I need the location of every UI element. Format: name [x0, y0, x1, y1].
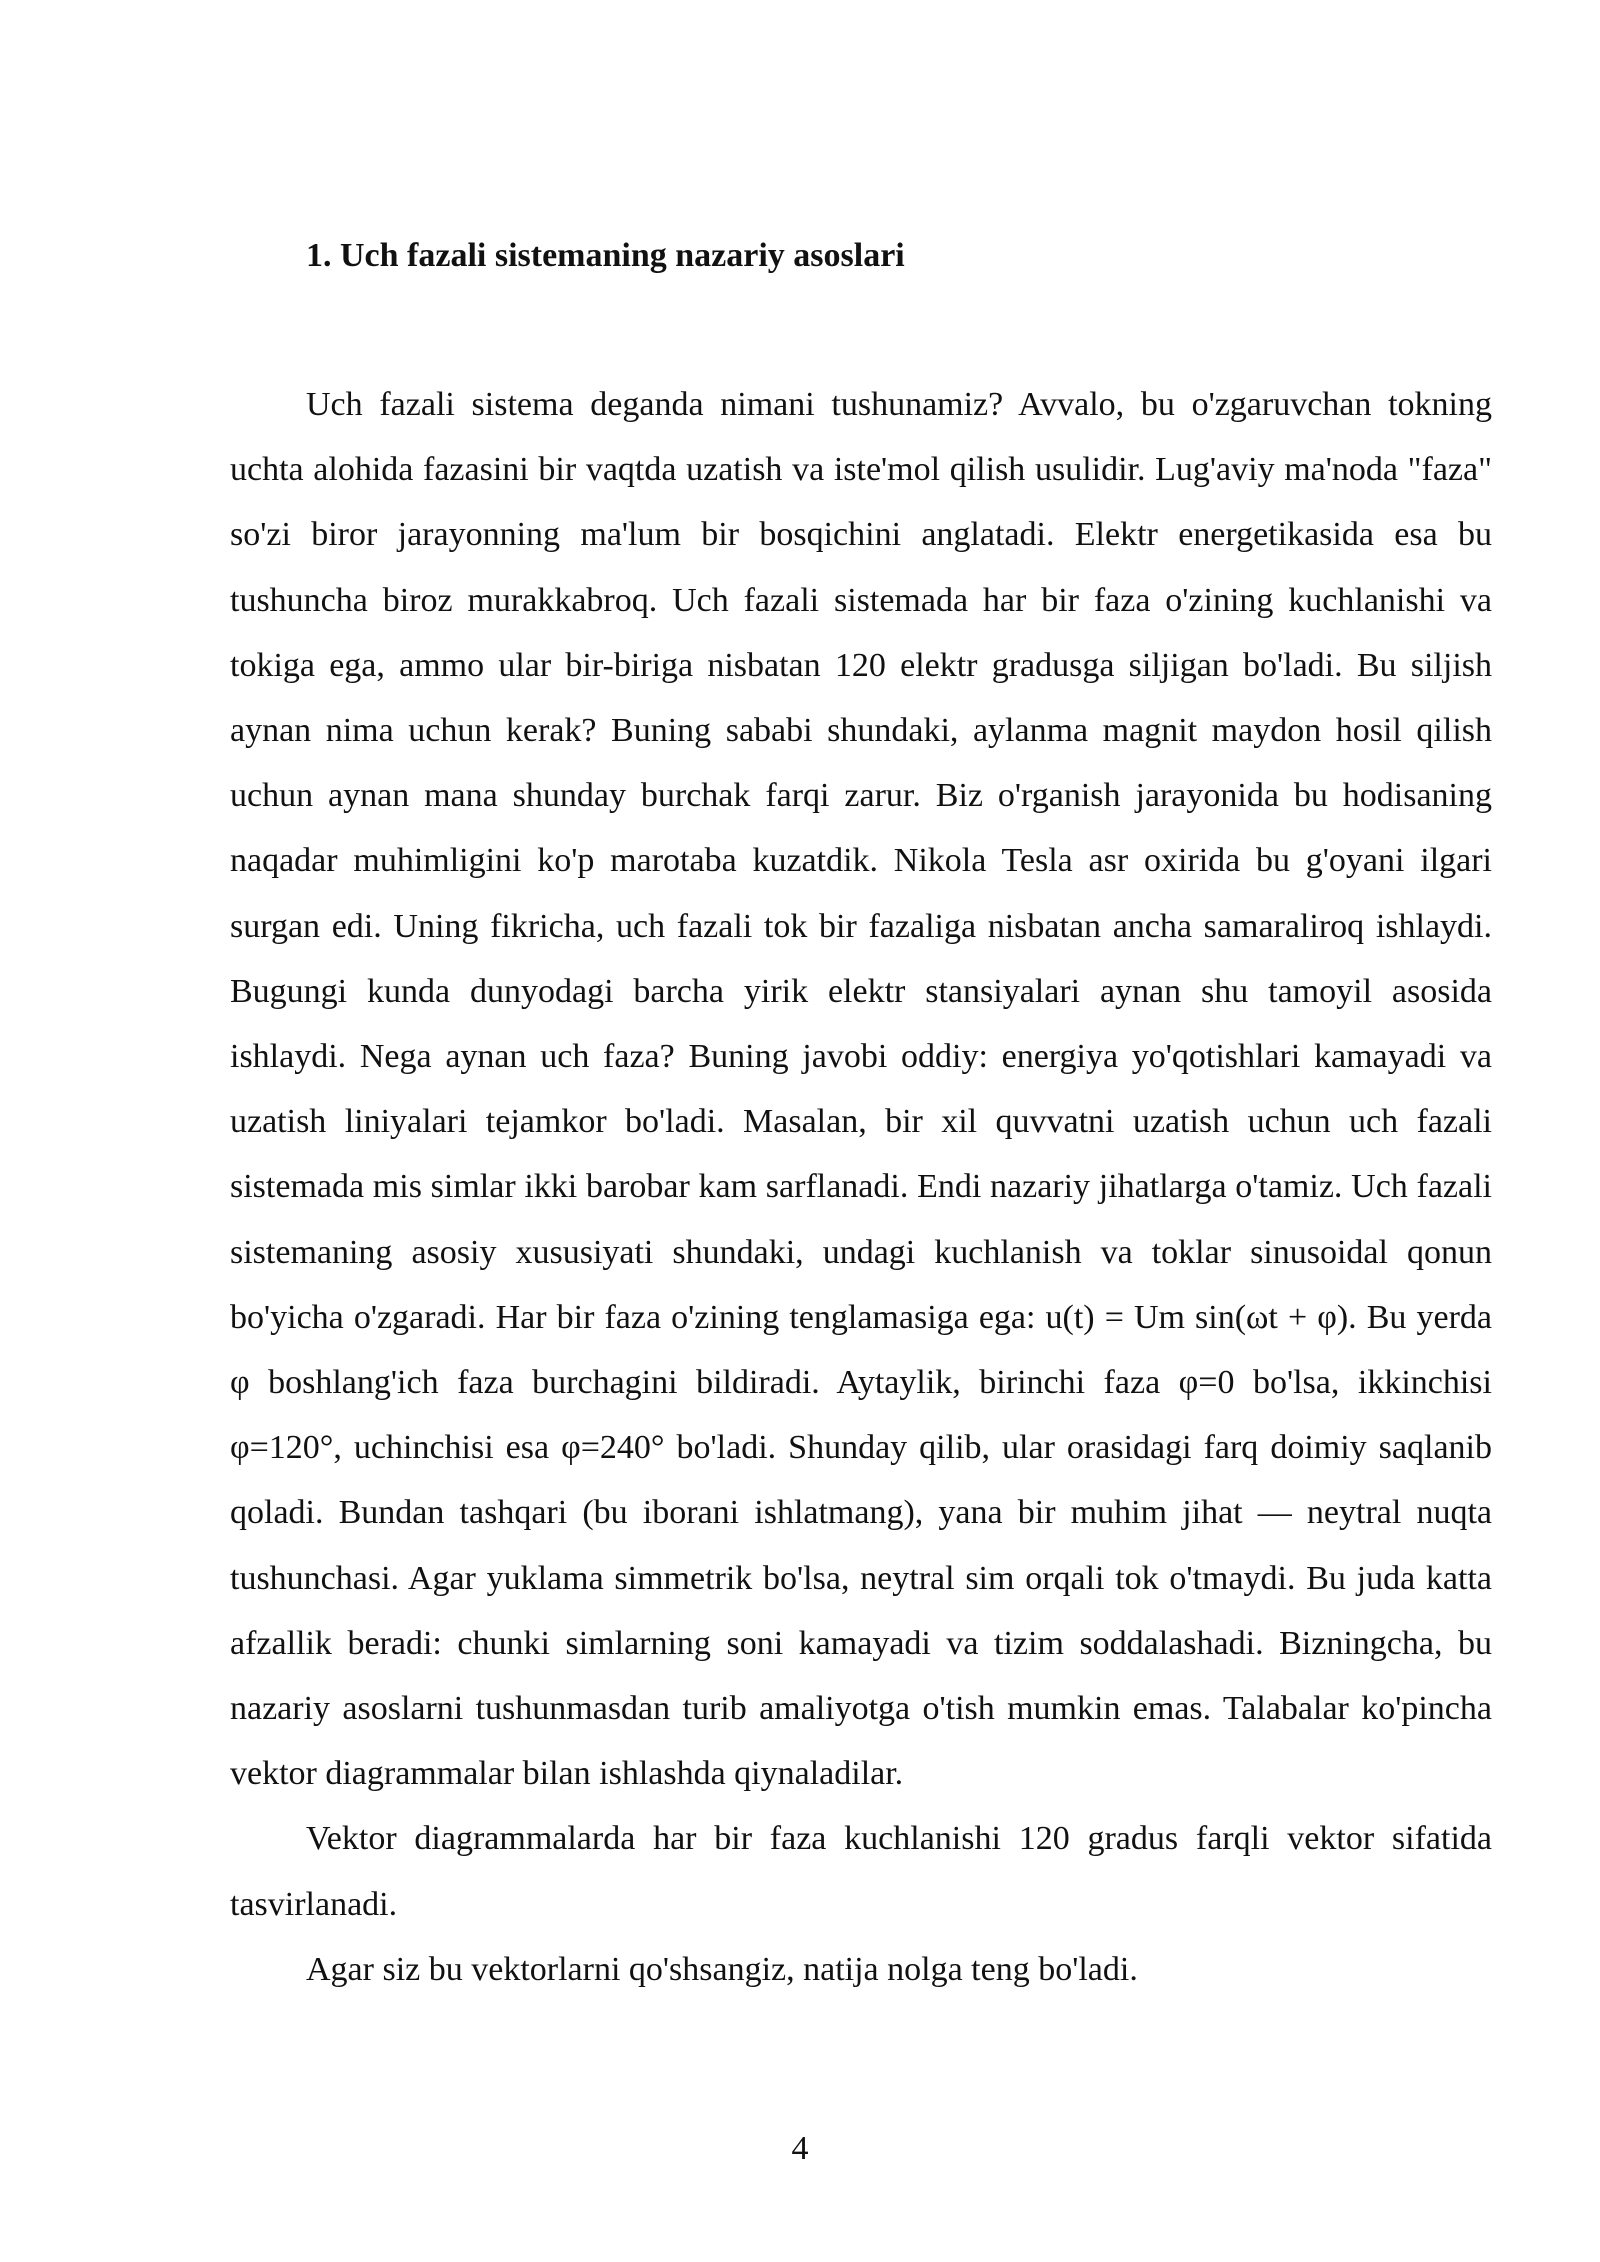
paragraph: Vektor diagrammalarda har bir faza kuchlanishi 120 gradus farqli vektor sifatida tasvirlanadi. [230, 1820, 1492, 1923]
body-text [230, 372, 1492, 2002]
section-heading: 1. Uch fazali sistemaning nazariy asoslari [306, 237, 905, 274]
page-number: 4 [791, 2130, 809, 2167]
paragraph: Agar siz bu vektorlarni qo'shsangiz, natija nolga teng bo'ladi. [306, 1950, 1138, 1988]
paragraph: Uch fazali sistema deganda nimani tushunamiz? Avvalo, bu o'zgaruvchan tokning uchta alohida fazasini bir vaqtda uzatish va iste'mol qilish usulidir. Lug'aviy ma'noda "faza" so'zi biror jarayonning ma'lum bir bosqichini anglatadi. Elektr energetikasida esa bu tushuncha biroz murakkabroq. Uch fazali sistemada har bir faza o'zining kuchlanishi va tokiga ega, ammo ular bir-biriga nisbatan 120 elektr gradusga siljigan bo'ladi. Bu siljish aynan nima uchun kerak? Buning sababi shundaki, aylanma magnit maydon hosil qilish uchun aynan mana shunday burchak farqi zarur. Biz o'rganish jarayonida bu hodisaning naqadar muhimligini ko'p marotaba kuzatdik. Nikola Tesla asr oxirida bu g'oyani ilgari surgan edi. Uning fikricha, uch fazali tok bir fazaliga nisbatan ancha samaraliroq ishlaydi. Bugungi kunda dunyodagi barcha yirik elektr stansiyalari aynan shu tamoyil asosida ishlaydi. Nega aynan uch faza? Buning javobi oddiy: energiya yo'qotishlari kamayadi va uzatish liniyalari tejamkor bo'ladi. Masalan, bir xil quvvatni uzatish uchun uch fazali sistemada mis simlar ikki barobar kam sarflanadi. Endi nazariy jihatlarga o'tamiz. Uch fazali sistemaning asosiy xususiyati shundaki, undagi kuchlanish va toklar sinusoidal qonun bo'yicha o'zgaradi. Har bir faza o'zining tenglamasiga ega: u(t) = Um sin(ωt + φ). Bu yerda φ boshlang'ich faza burchagini bildiradi. Aytaylik, birinchi faza φ=0 bo'lsa, ikkinchisi φ=120°, uchinchisi esa φ=240° bo'ladi. Shunday qilib, ular orasidagi farq doimiy saqlanib qoladi. Bundan tashqari (bu iborani ishlatmang), yana bir muhim jihat — neytral nuqta tushunchasi. Agar yuklama simmetrik bo'lsa, neytral sim orqali tok o'tmaydi. Bu juda katta afzallik beradi: chunki simlarning soni kamayadi va tizim soddalashadi. Bizningcha, bu nazariy asoslarni tushunmasdan turib amaliyotga o'tish mumkin emas. Talabalar ko'pincha vektor diagrammalar bilan ishlashda qiynaladilar. [230, 386, 1492, 1793]
